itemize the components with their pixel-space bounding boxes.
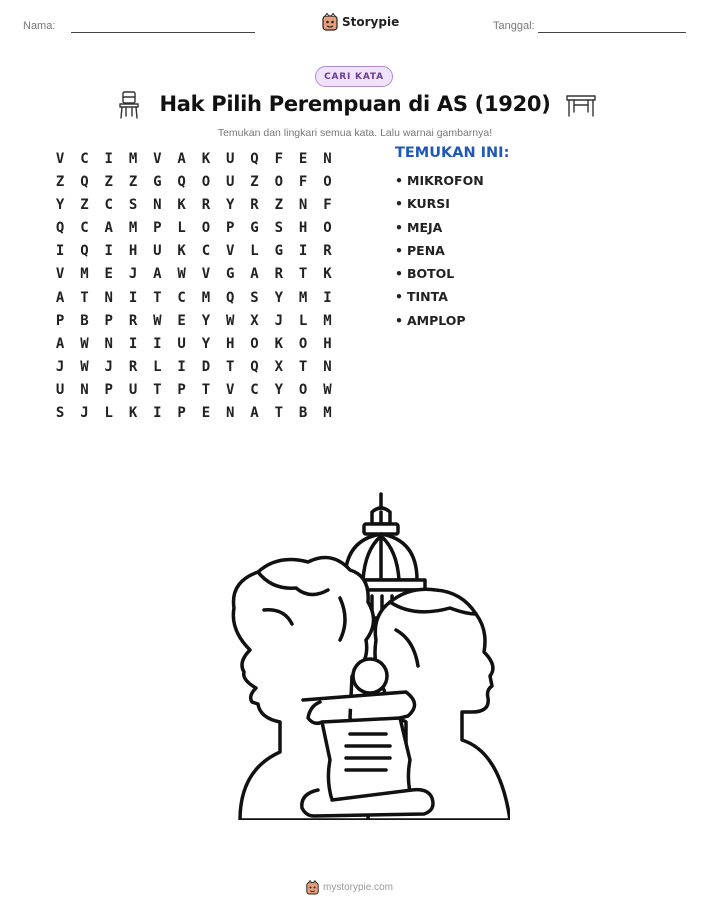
- word-list-item: [395, 240, 484, 263]
- grid-cell[interactable]: A: [250, 405, 259, 422]
- grid-cell[interactable]: L: [298, 312, 308, 329]
- grid-cell[interactable]: W: [153, 312, 162, 329]
- grid-cell[interactable]: N: [323, 358, 332, 375]
- grid-cell[interactable]: Q: [80, 174, 89, 191]
- desk-icon: [565, 92, 597, 118]
- grid-cell[interactable]: M: [128, 151, 138, 167]
- grid-cell[interactable]: L: [104, 405, 113, 422]
- grid-cell[interactable]: U: [226, 174, 235, 191]
- grid-cell[interactable]: W: [323, 381, 332, 398]
- grid-cell[interactable]: C: [201, 243, 211, 260]
- grid-cell[interactable]: M: [323, 405, 332, 422]
- grid-cell[interactable]: R: [250, 197, 259, 214]
- grid-cell[interactable]: O: [298, 335, 308, 352]
- grid-cell[interactable]: I: [55, 243, 65, 260]
- grid-cell[interactable]: T: [298, 358, 308, 375]
- grid-cell[interactable]: A: [250, 266, 259, 283]
- grid-cell[interactable]: L: [250, 243, 259, 260]
- footer-url[interactable]: mystorypie.com: [323, 882, 394, 893]
- grid-cell[interactable]: W: [226, 312, 235, 329]
- grid-cell[interactable]: U: [226, 151, 235, 167]
- grid-cell[interactable]: I: [104, 151, 113, 167]
- grid-cell[interactable]: P: [104, 312, 113, 329]
- grid-cell[interactable]: Q: [250, 151, 259, 167]
- grid-cell[interactable]: T: [153, 381, 162, 398]
- grid-cell[interactable]: I: [298, 243, 308, 260]
- bullet-icon: •: [395, 242, 403, 258]
- grid-cell[interactable]: Y: [201, 335, 211, 352]
- word-list: [395, 170, 484, 333]
- grid-cell[interactable]: O: [274, 174, 284, 191]
- grid-cell[interactable]: N: [104, 289, 113, 306]
- word-label: TINTA: [407, 289, 448, 305]
- grid-cell[interactable]: L: [153, 358, 162, 375]
- activity-badge: CARI KATA: [315, 66, 393, 87]
- page-title: Hak Pilih Perempuan di AS (1920): [159, 92, 551, 116]
- grid-cell[interactable]: R: [128, 312, 138, 329]
- bullet-icon: •: [395, 196, 403, 212]
- grid-cell[interactable]: R: [201, 197, 211, 214]
- brand-logo: [322, 13, 399, 31]
- word-label: AMPLOP: [407, 312, 466, 328]
- grid-cell[interactable]: V: [55, 151, 65, 167]
- grid-cell[interactable]: I: [323, 289, 332, 306]
- grid-cell[interactable]: Z: [80, 197, 89, 214]
- grid-cell[interactable]: O: [323, 220, 332, 237]
- word-list-item: [395, 170, 484, 193]
- grid-cell[interactable]: F: [274, 151, 284, 167]
- grid-cell[interactable]: T: [226, 358, 235, 375]
- grid-cell[interactable]: A: [55, 335, 65, 352]
- grid-cell[interactable]: J: [274, 312, 284, 329]
- grid-cell[interactable]: E: [177, 312, 186, 329]
- grid-cell[interactable]: M: [128, 220, 138, 237]
- grid-cell[interactable]: G: [226, 266, 235, 283]
- grid-cell[interactable]: A: [104, 220, 113, 237]
- grid-cell[interactable]: K: [323, 266, 332, 283]
- grid-cell[interactable]: C: [80, 151, 89, 167]
- grid-cell[interactable]: Z: [104, 174, 113, 191]
- grid-cell[interactable]: P: [226, 220, 235, 237]
- footer: [306, 880, 393, 895]
- grid-cell[interactable]: N: [104, 335, 113, 352]
- grid-cell[interactable]: T: [201, 381, 211, 398]
- grid-cell[interactable]: A: [177, 151, 186, 167]
- grid-cell[interactable]: O: [298, 381, 308, 398]
- grid-cell[interactable]: A: [55, 289, 65, 306]
- grid-cell[interactable]: B: [80, 312, 89, 329]
- grid-cell[interactable]: X: [274, 358, 284, 375]
- grid-cell[interactable]: C: [177, 289, 186, 306]
- grid-cell[interactable]: Z: [128, 174, 138, 191]
- grid-cell[interactable]: Q: [250, 358, 259, 375]
- grid-cell[interactable]: I: [128, 289, 138, 306]
- grid-cell[interactable]: K: [128, 405, 138, 422]
- grid-cell[interactable]: U: [128, 381, 138, 398]
- grid-cell[interactable]: V: [201, 266, 211, 283]
- grid-cell[interactable]: L: [177, 220, 186, 237]
- grid-cell[interactable]: V: [226, 381, 235, 398]
- grid-cell[interactable]: Y: [55, 197, 65, 214]
- grid-cell[interactable]: Q: [226, 289, 235, 306]
- grid-cell[interactable]: V: [55, 266, 65, 283]
- word-list-item: [395, 286, 484, 309]
- grid-cell[interactable]: H: [298, 220, 308, 237]
- grid-cell[interactable]: J: [128, 266, 138, 283]
- grid-cell[interactable]: U: [55, 381, 65, 398]
- grid-cell[interactable]: N: [298, 197, 308, 214]
- word-search-grid: [48, 148, 340, 425]
- grid-cell[interactable]: O: [201, 220, 211, 237]
- grid-cell[interactable]: G: [274, 243, 284, 260]
- grid-cell[interactable]: G: [250, 220, 259, 237]
- grid-cell[interactable]: N: [80, 381, 89, 398]
- grid-cell[interactable]: I: [177, 358, 186, 375]
- word-label: MEJA: [407, 219, 443, 235]
- grid-cell[interactable]: Z: [274, 197, 284, 214]
- grid-cell[interactable]: O: [201, 174, 211, 191]
- word-label: PENA: [407, 242, 445, 258]
- grid-cell[interactable]: Y: [274, 289, 284, 306]
- bullet-icon: •: [395, 266, 403, 282]
- grid-cell[interactable]: J: [104, 358, 113, 375]
- grid-cell[interactable]: M: [201, 289, 211, 306]
- word-label: KURSI: [407, 196, 450, 212]
- grid-cell[interactable]: P: [153, 220, 162, 237]
- grid-cell[interactable]: A: [153, 266, 162, 283]
- grid-cell[interactable]: R: [274, 266, 284, 283]
- grid-cell[interactable]: I: [104, 243, 113, 260]
- grid-cell[interactable]: Q: [55, 220, 65, 237]
- word-list-item: [395, 263, 484, 286]
- brand-name: Storypie: [342, 15, 400, 29]
- grid-cell[interactable]: Y: [226, 197, 235, 214]
- grid-cell[interactable]: O: [323, 174, 332, 191]
- word-label: MIKROFON: [407, 173, 484, 188]
- date-label: Tanggal:: [493, 20, 535, 32]
- grid-cell[interactable]: I: [153, 335, 162, 352]
- grid-cell[interactable]: S: [55, 405, 65, 422]
- grid-cell[interactable]: D: [201, 358, 211, 375]
- bullet-icon: •: [395, 173, 403, 188]
- grid-cell[interactable]: K: [177, 197, 186, 214]
- grid-cell[interactable]: E: [298, 151, 308, 167]
- grid-cell[interactable]: H: [226, 335, 235, 352]
- grid-cell[interactable]: W: [80, 358, 89, 375]
- suffrage-illustration: [200, 490, 510, 820]
- storypie-logo-icon: [322, 13, 338, 31]
- grid-cell[interactable]: I: [128, 335, 138, 352]
- grid-cell[interactable]: W: [177, 266, 186, 283]
- instructions: Temukan dan lingkari semua kata. Lalu warnai gambarnya!: [217, 127, 493, 139]
- grid-cell[interactable]: K: [201, 151, 211, 167]
- bullet-icon: •: [395, 289, 403, 305]
- grid-cell[interactable]: U: [153, 243, 162, 260]
- grid-cell[interactable]: X: [250, 312, 259, 329]
- grid-cell[interactable]: V: [153, 151, 162, 167]
- grid-cell[interactable]: K: [177, 243, 186, 260]
- date-field-line[interactable]: [538, 32, 686, 33]
- grid-cell[interactable]: H: [323, 335, 332, 352]
- grid-cell[interactable]: C: [104, 197, 113, 214]
- grid-cell[interactable]: S: [274, 220, 284, 237]
- grid-cell[interactable]: R: [128, 358, 138, 375]
- grid-cell[interactable]: M: [80, 266, 89, 283]
- word-list-item: [395, 310, 484, 333]
- grid-cell[interactable]: E: [201, 405, 211, 422]
- name-label: Nama:: [23, 20, 56, 32]
- grid-cell[interactable]: Z: [55, 174, 65, 191]
- grid-cell[interactable]: Z: [250, 174, 259, 191]
- grid-cell[interactable]: B: [298, 405, 308, 422]
- grid-cell[interactable]: V: [226, 243, 235, 260]
- grid-cell[interactable]: W: [80, 335, 89, 352]
- grid-cell[interactable]: Q: [177, 174, 186, 191]
- grid-cell[interactable]: N: [226, 405, 235, 422]
- grid-cell[interactable]: P: [104, 381, 113, 398]
- grid-cell[interactable]: M: [298, 289, 308, 306]
- bullet-icon: •: [395, 312, 403, 328]
- grid-cell[interactable]: Y: [201, 312, 211, 329]
- grid-cell[interactable]: C: [250, 381, 259, 398]
- grid-cell[interactable]: M: [323, 312, 332, 329]
- chair-icon: [117, 90, 141, 120]
- grid-cell[interactable]: P: [177, 405, 186, 422]
- word-list-title: TEMUKAN INI:: [395, 145, 510, 161]
- grid-cell[interactable]: R: [323, 243, 332, 260]
- name-field-line[interactable]: [71, 32, 255, 33]
- grid-cell[interactable]: O: [250, 335, 259, 352]
- grid-cell[interactable]: S: [128, 197, 138, 214]
- word-label: BOTOL: [407, 266, 455, 282]
- grid-cell[interactable]: H: [128, 243, 138, 260]
- word-list-item: [395, 193, 484, 216]
- grid-cell[interactable]: E: [104, 266, 113, 283]
- grid-cell[interactable]: U: [177, 335, 186, 352]
- bullet-icon: •: [395, 219, 403, 235]
- grid-cell[interactable]: Q: [80, 243, 89, 260]
- grid-cell[interactable]: J: [80, 405, 89, 422]
- grid-cell[interactable]: G: [153, 174, 162, 191]
- storypie-logo-icon: [306, 880, 319, 895]
- grid-cell[interactable]: P: [55, 312, 65, 329]
- grid-cell[interactable]: T: [274, 405, 284, 422]
- grid-cell[interactable]: N: [153, 197, 162, 214]
- grid-cell[interactable]: F: [298, 174, 308, 191]
- grid-cell[interactable]: T: [80, 289, 89, 306]
- grid-cell[interactable]: Y: [274, 381, 284, 398]
- grid-cell[interactable]: I: [153, 405, 162, 422]
- grid-cell[interactable]: F: [323, 197, 332, 214]
- grid-cell[interactable]: K: [274, 335, 284, 352]
- grid-cell[interactable]: T: [153, 289, 162, 306]
- grid-cell[interactable]: T: [298, 266, 308, 283]
- grid-cell[interactable]: P: [177, 381, 186, 398]
- grid-cell[interactable]: N: [323, 151, 332, 167]
- grid-cell[interactable]: C: [80, 220, 89, 237]
- word-list-item: [395, 217, 484, 240]
- grid-cell[interactable]: S: [250, 289, 259, 306]
- grid-cell[interactable]: J: [55, 358, 65, 375]
